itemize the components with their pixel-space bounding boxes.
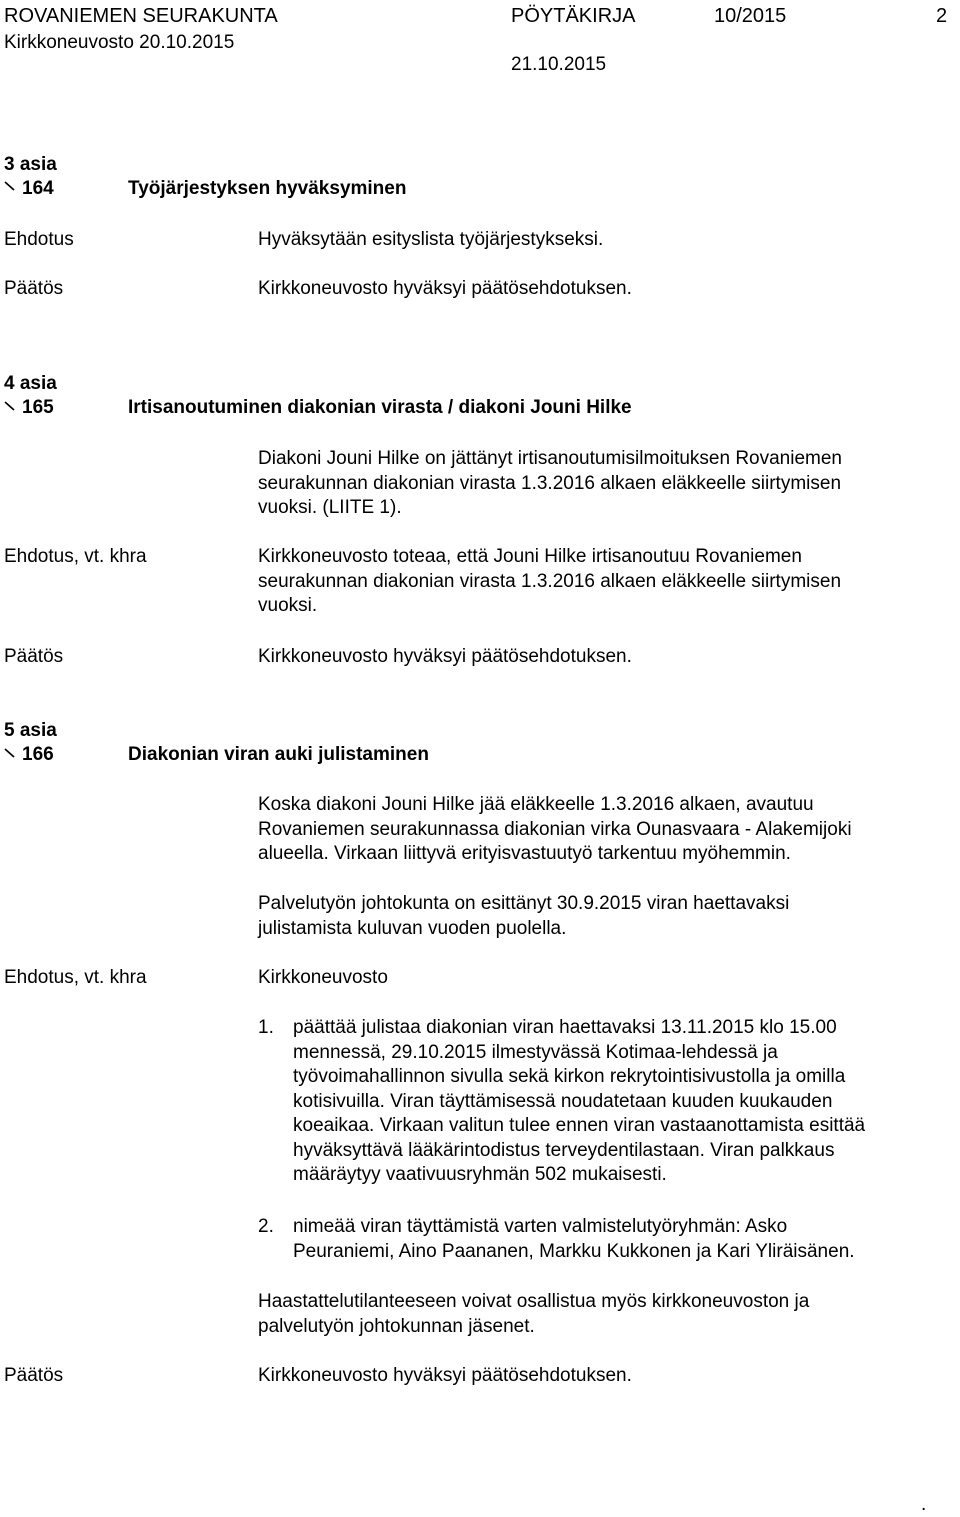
text-line: Palvelutyön johtokunta on esittänyt 30.9.2015 viran haettavaksi [258,893,790,914]
text-line: Haastattelutilanteeseen voivat osallistua myös kirkkoneuvoston ja [258,1291,810,1312]
list-marker-1: 1. [258,1017,274,1038]
text-line: mennessä, 29.10.2015 ilmestyvässä Kotimaa-lehdessä ja [293,1041,778,1063]
section-hook-icon [4,748,15,758]
item-166-note [258,1290,809,1339]
item-166-asia: 5 asia [4,720,57,741]
text-line: Rovaniemen seurakunnassa diakonian virka Ounasvaara - Alakemijoki [258,818,852,840]
item-166-proposal-text: Kirkkoneuvosto [258,967,388,988]
item-166-intro [258,793,852,867]
text-line: palvelutyön johtokunnan jäsenet. [258,1315,535,1337]
text-line: nimeää viran täyttämistä varten valmistelutyöryhmän: Asko [293,1216,788,1237]
item-165-asia: 4 asia [4,373,57,394]
text-line: alueella. Virkaan liittyvä erityisvastuutyö tarkentuu myöhemmin. [258,843,791,864]
header-doc-number: 10/2015 [714,5,787,27]
item-166-proposal-label: Ehdotus, vt. khra [4,967,147,988]
text-line: työvoimahallinnon sivulla sekä kirkon rekrytointisivustolla ja omilla [293,1066,846,1087]
item-164-title: Työjärjestyksen hyväksyminen [128,178,407,199]
header-date: 21.10.2015 [511,54,607,75]
item-164-asia: 3 asia [4,154,57,175]
item-164-decision-text: Kirkkoneuvosto hyväksyi päätösehdotuksen. [258,278,632,299]
item-166-decision-label: Päätös [4,1365,64,1386]
text-line: Koska diakoni Jouni Hilke jää eläkkeelle 1.3.2016 alkaen, avautuu [258,794,814,815]
item-165-decision-text: Kirkkoneuvosto hyväksyi päätösehdotuksen. [258,646,632,667]
text-line: hyväksyttävä lääkärintodistus terveydentilastaan. Viran palkkaus [293,1139,835,1161]
item-165-proposal-label: Ehdotus, vt. khra [4,546,147,567]
text-line: päättää julistaa diakonian viran haettavaksi 13.11.2015 klo 15.00 [293,1017,837,1038]
text-line: kotisivuilla. Viran täyttämisessä noudatetaan kuuden kuukauden [293,1090,833,1112]
item-166-decision-text: Kirkkoneuvosto hyväksyi päätösehdotuksen. [258,1365,632,1386]
item-164-number: 164 [22,178,54,199]
item-164-decision-label: Päätös [4,278,64,299]
item-164-proposal-label: Ehdotus [4,229,74,250]
footer-mark: . [921,1494,927,1515]
list-item-1 [293,1016,865,1188]
item-166-intro2 [258,892,789,941]
text-line: Peuraniemi, Aino Paananen, Markku Kukkonen ja Kari Yliräisänen. [293,1240,855,1262]
text-line: vuoksi. (LIITE 1). [258,497,402,518]
text-line: Diakoni Jouni Hilke on jättänyt irtisanoutumisilmoituksen Rovaniemen [258,448,842,469]
item-164-proposal-text: Hyväksytään esityslista työjärjestykseksi. [258,229,604,250]
item-165-proposal [258,545,841,619]
header-page-number: 2 [936,5,948,27]
text-line: seurakunnan diakonian virasta 1.3.2016 alkaen eläkkeelle siirtymisen [258,570,842,592]
section-hook-icon [4,401,15,411]
header-meeting: Kirkkoneuvosto 20.10.2015 [4,32,235,53]
item-165-decision-label: Päätös [4,646,64,667]
text-line: seurakunnan diakonian virasta 1.3.2016 alkaen eläkkeelle siirtymisen [258,472,842,494]
item-165-number: 165 [22,397,54,418]
item-165-title: Irtisanoutuminen diakonian virasta / diakoni Jouni Hilke [128,397,632,418]
item-166-title: Diakonian viran auki julistaminen [128,744,429,765]
list-marker-2: 2. [258,1216,274,1237]
header-org: ROVANIEMEN SEURAKUNTA [4,5,278,27]
text-line: koeaikaa. Virkaan valitun tulee ennen viran vastaanottamista esittää [293,1115,866,1136]
item-165-intro [258,447,842,521]
item-166-number: 166 [22,744,54,765]
section-hook-icon [4,181,15,191]
header-doc-type: PÖYTÄKIRJA [511,5,636,27]
text-line: Kirkkoneuvosto toteaa, että Jouni Hilke irtisanoutuu Rovaniemen [258,546,802,567]
text-line: määräytyy vaativuusryhmän 502 mukaisesti. [293,1164,667,1185]
list-item-2 [293,1215,855,1264]
text-line: julistamista kuluvan vuoden puolella. [258,917,567,939]
text-line: vuoksi. [258,595,318,616]
